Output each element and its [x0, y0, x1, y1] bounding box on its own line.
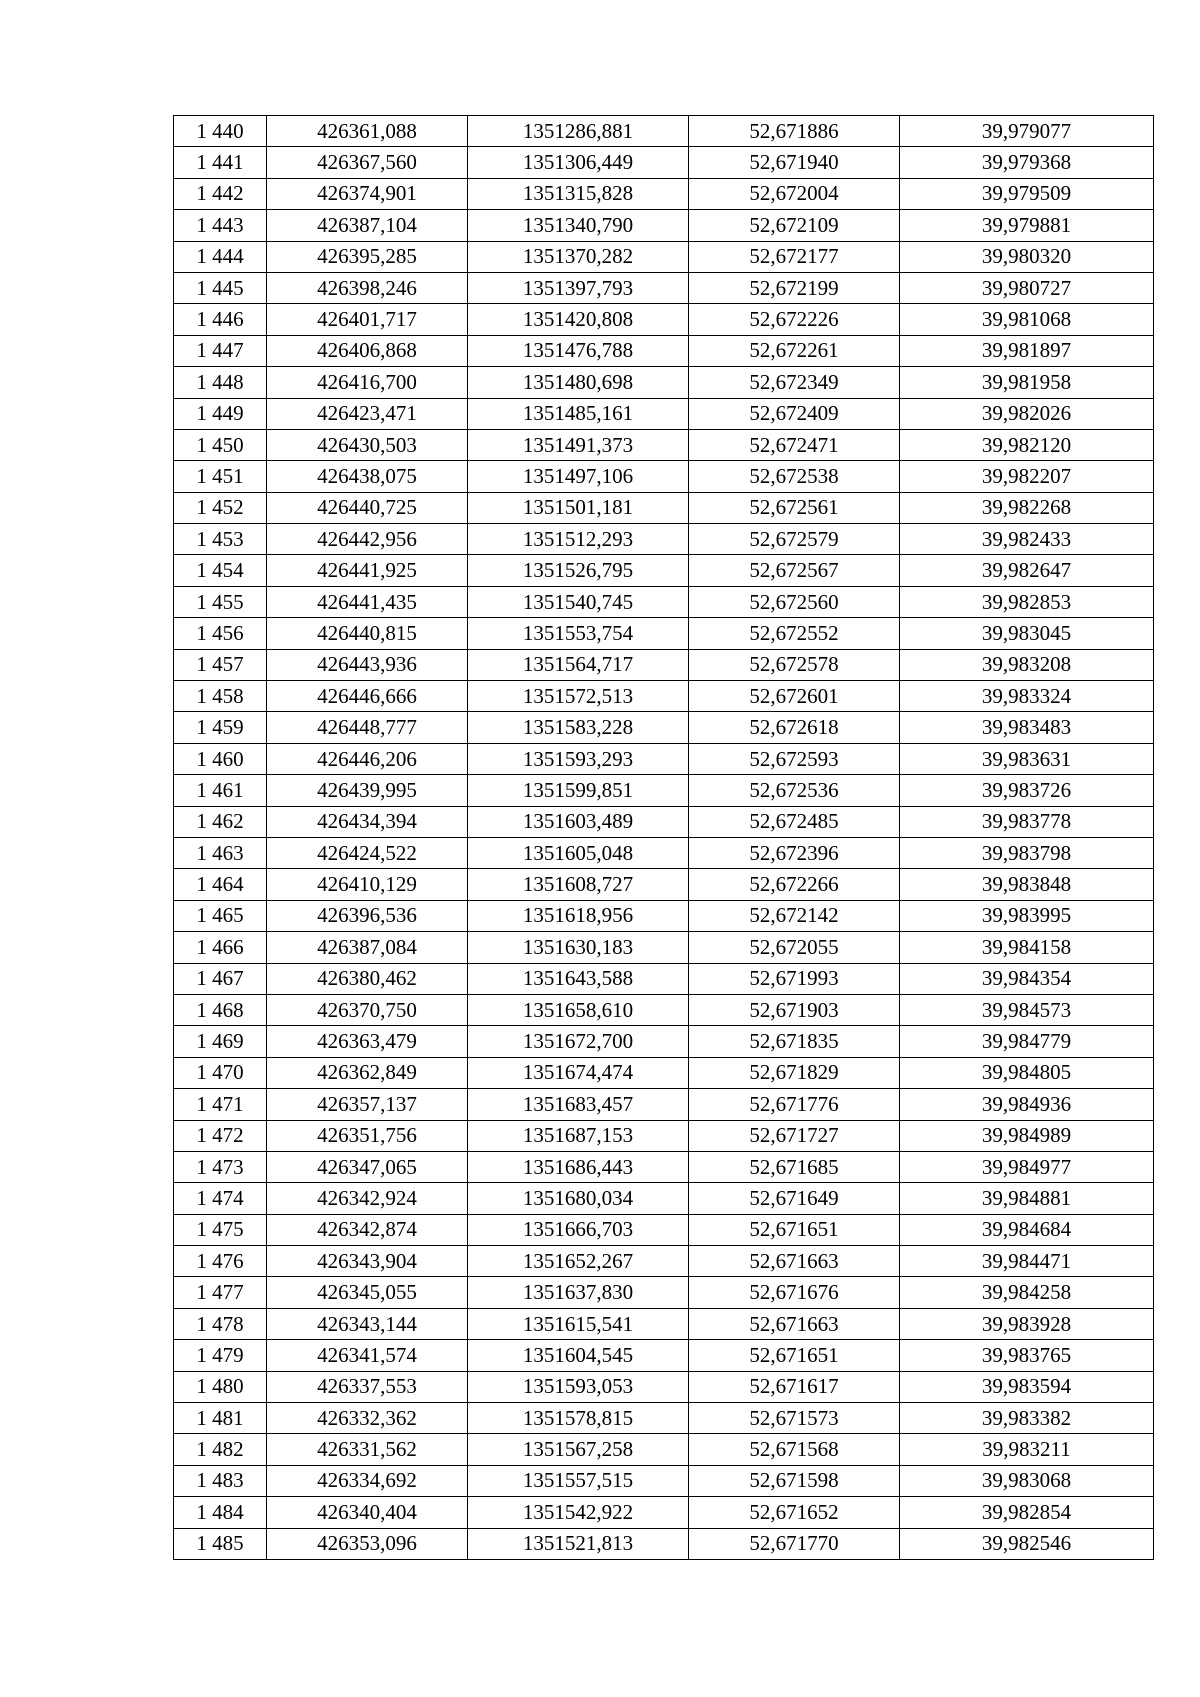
y-coordinate-cell: 1351564,717	[468, 649, 689, 680]
point-number-cell: 1 478	[174, 1308, 267, 1339]
table-row	[174, 116, 1154, 147]
longitude-cell: 39,984977	[900, 1151, 1154, 1182]
latitude-cell: 52,671993	[689, 963, 900, 994]
latitude-cell: 52,671886	[689, 116, 900, 147]
longitude-cell: 39,982433	[900, 524, 1154, 555]
table-row	[174, 210, 1154, 241]
x-coordinate-cell: 426353,096	[267, 1528, 468, 1559]
longitude-cell: 39,981958	[900, 367, 1154, 398]
point-number-cell: 1 457	[174, 649, 267, 680]
y-coordinate-cell: 1351491,373	[468, 429, 689, 460]
x-coordinate-cell: 426439,995	[267, 775, 468, 806]
latitude-cell: 52,672055	[689, 932, 900, 963]
x-coordinate-cell: 426374,901	[267, 178, 468, 209]
longitude-cell: 39,982120	[900, 429, 1154, 460]
longitude-cell: 39,984989	[900, 1120, 1154, 1151]
y-coordinate-cell: 1351672,700	[468, 1026, 689, 1057]
longitude-cell: 39,984684	[900, 1214, 1154, 1245]
x-coordinate-cell: 426401,717	[267, 304, 468, 335]
latitude-cell: 52,671663	[689, 1308, 900, 1339]
latitude-cell: 52,672471	[689, 429, 900, 460]
point-number-cell: 1 460	[174, 743, 267, 774]
y-coordinate-cell: 1351686,443	[468, 1151, 689, 1182]
table-row	[174, 492, 1154, 523]
point-number-cell: 1 459	[174, 712, 267, 743]
x-coordinate-cell: 426395,285	[267, 241, 468, 272]
latitude-cell: 52,671651	[689, 1214, 900, 1245]
point-number-cell: 1 482	[174, 1434, 267, 1465]
y-coordinate-cell: 1351370,282	[468, 241, 689, 272]
y-coordinate-cell: 1351680,034	[468, 1183, 689, 1214]
table-row	[174, 1340, 1154, 1371]
x-coordinate-cell: 426441,435	[267, 586, 468, 617]
table-row	[174, 963, 1154, 994]
y-coordinate-cell: 1351643,588	[468, 963, 689, 994]
point-number-cell: 1 442	[174, 178, 267, 209]
longitude-cell: 39,984258	[900, 1277, 1154, 1308]
latitude-cell: 52,672561	[689, 492, 900, 523]
latitude-cell: 52,672538	[689, 461, 900, 492]
longitude-cell: 39,979881	[900, 210, 1154, 241]
longitude-cell: 39,984881	[900, 1183, 1154, 1214]
latitude-cell: 52,671649	[689, 1183, 900, 1214]
table-row	[174, 618, 1154, 649]
table-row	[174, 398, 1154, 429]
x-coordinate-cell: 426396,536	[267, 900, 468, 931]
table-row	[174, 241, 1154, 272]
x-coordinate-cell: 426446,206	[267, 743, 468, 774]
y-coordinate-cell: 1351608,727	[468, 869, 689, 900]
x-coordinate-cell: 426423,471	[267, 398, 468, 429]
latitude-cell: 52,671598	[689, 1465, 900, 1496]
longitude-cell: 39,983765	[900, 1340, 1154, 1371]
latitude-cell: 52,672485	[689, 806, 900, 837]
y-coordinate-cell: 1351501,181	[468, 492, 689, 523]
longitude-cell: 39,984158	[900, 932, 1154, 963]
point-number-cell: 1 453	[174, 524, 267, 555]
latitude-cell: 52,671835	[689, 1026, 900, 1057]
table-row	[174, 900, 1154, 931]
point-number-cell: 1 476	[174, 1246, 267, 1277]
latitude-cell: 52,672409	[689, 398, 900, 429]
latitude-cell: 52,672142	[689, 900, 900, 931]
longitude-cell: 39,981068	[900, 304, 1154, 335]
y-coordinate-cell: 1351666,703	[468, 1214, 689, 1245]
y-coordinate-cell: 1351603,489	[468, 806, 689, 837]
table-row	[174, 1057, 1154, 1088]
x-coordinate-cell: 426334,692	[267, 1465, 468, 1496]
latitude-cell: 52,672601	[689, 681, 900, 712]
x-coordinate-cell: 426337,553	[267, 1371, 468, 1402]
x-coordinate-cell: 426347,065	[267, 1151, 468, 1182]
x-coordinate-cell: 426406,868	[267, 335, 468, 366]
longitude-cell: 39,983211	[900, 1434, 1154, 1465]
latitude-cell: 52,671652	[689, 1497, 900, 1528]
point-number-cell: 1 470	[174, 1057, 267, 1088]
table-row	[174, 869, 1154, 900]
table-row	[174, 586, 1154, 617]
latitude-cell: 52,671903	[689, 994, 900, 1025]
latitude-cell: 52,671651	[689, 1340, 900, 1371]
table-row	[174, 272, 1154, 303]
latitude-cell: 52,671776	[689, 1089, 900, 1120]
y-coordinate-cell: 1351397,793	[468, 272, 689, 303]
table-row	[174, 837, 1154, 868]
y-coordinate-cell: 1351420,808	[468, 304, 689, 335]
latitude-cell: 52,672567	[689, 555, 900, 586]
longitude-cell: 39,979509	[900, 178, 1154, 209]
latitude-cell: 52,672578	[689, 649, 900, 680]
longitude-cell: 39,983848	[900, 869, 1154, 900]
x-coordinate-cell: 426340,404	[267, 1497, 468, 1528]
longitude-cell: 39,984573	[900, 994, 1154, 1025]
longitude-cell: 39,984354	[900, 963, 1154, 994]
x-coordinate-cell: 426448,777	[267, 712, 468, 743]
x-coordinate-cell: 426416,700	[267, 367, 468, 398]
y-coordinate-cell: 1351674,474	[468, 1057, 689, 1088]
longitude-cell: 39,984936	[900, 1089, 1154, 1120]
point-number-cell: 1 473	[174, 1151, 267, 1182]
longitude-cell: 39,983995	[900, 900, 1154, 931]
table-row	[174, 1497, 1154, 1528]
latitude-cell: 52,671676	[689, 1277, 900, 1308]
longitude-cell: 39,984471	[900, 1246, 1154, 1277]
point-number-cell: 1 441	[174, 147, 267, 178]
x-coordinate-cell: 426343,144	[267, 1308, 468, 1339]
longitude-cell: 39,983045	[900, 618, 1154, 649]
table-row	[174, 1277, 1154, 1308]
latitude-cell: 52,672560	[689, 586, 900, 617]
latitude-cell: 52,672004	[689, 178, 900, 209]
longitude-cell: 39,983726	[900, 775, 1154, 806]
table-row	[174, 178, 1154, 209]
y-coordinate-cell: 1351572,513	[468, 681, 689, 712]
y-coordinate-cell: 1351599,851	[468, 775, 689, 806]
latitude-cell: 52,672349	[689, 367, 900, 398]
y-coordinate-cell: 1351286,881	[468, 116, 689, 147]
point-number-cell: 1 443	[174, 210, 267, 241]
table-row	[174, 1434, 1154, 1465]
longitude-cell: 39,979077	[900, 116, 1154, 147]
x-coordinate-cell: 426357,137	[267, 1089, 468, 1120]
table-row	[174, 1403, 1154, 1434]
x-coordinate-cell: 426440,815	[267, 618, 468, 649]
table-row	[174, 429, 1154, 460]
table-row	[174, 712, 1154, 743]
y-coordinate-cell: 1351683,457	[468, 1089, 689, 1120]
y-coordinate-cell: 1351497,106	[468, 461, 689, 492]
point-number-cell: 1 465	[174, 900, 267, 931]
x-coordinate-cell: 426410,129	[267, 869, 468, 900]
y-coordinate-cell: 1351615,541	[468, 1308, 689, 1339]
longitude-cell: 39,983928	[900, 1308, 1154, 1339]
table-row	[174, 775, 1154, 806]
table-row	[174, 681, 1154, 712]
x-coordinate-cell: 426438,075	[267, 461, 468, 492]
table-row	[174, 743, 1154, 774]
point-number-cell: 1 484	[174, 1497, 267, 1528]
longitude-cell: 39,981897	[900, 335, 1154, 366]
table-row	[174, 1151, 1154, 1182]
x-coordinate-cell: 426363,479	[267, 1026, 468, 1057]
x-coordinate-cell: 426342,924	[267, 1183, 468, 1214]
point-number-cell: 1 440	[174, 116, 267, 147]
x-coordinate-cell: 426367,560	[267, 147, 468, 178]
longitude-cell: 39,982268	[900, 492, 1154, 523]
x-coordinate-cell: 426331,562	[267, 1434, 468, 1465]
y-coordinate-cell: 1351618,956	[468, 900, 689, 931]
y-coordinate-cell: 1351557,515	[468, 1465, 689, 1496]
latitude-cell: 52,672226	[689, 304, 900, 335]
table-row	[174, 1371, 1154, 1402]
point-number-cell: 1 481	[174, 1403, 267, 1434]
x-coordinate-cell: 426343,904	[267, 1246, 468, 1277]
table-row	[174, 1183, 1154, 1214]
table-row	[174, 649, 1154, 680]
latitude-cell: 52,671770	[689, 1528, 900, 1559]
point-number-cell: 1 463	[174, 837, 267, 868]
point-number-cell: 1 450	[174, 429, 267, 460]
point-number-cell: 1 456	[174, 618, 267, 649]
point-number-cell: 1 483	[174, 1465, 267, 1496]
point-number-cell: 1 468	[174, 994, 267, 1025]
latitude-cell: 52,672536	[689, 775, 900, 806]
latitude-cell: 52,671940	[689, 147, 900, 178]
longitude-cell: 39,982647	[900, 555, 1154, 586]
latitude-cell: 52,671568	[689, 1434, 900, 1465]
table-row	[174, 1308, 1154, 1339]
point-number-cell: 1 469	[174, 1026, 267, 1057]
longitude-cell: 39,983778	[900, 806, 1154, 837]
y-coordinate-cell: 1351593,053	[468, 1371, 689, 1402]
point-number-cell: 1 449	[174, 398, 267, 429]
y-coordinate-cell: 1351315,828	[468, 178, 689, 209]
y-coordinate-cell: 1351652,267	[468, 1246, 689, 1277]
table-row	[174, 1465, 1154, 1496]
latitude-cell: 52,671727	[689, 1120, 900, 1151]
table-row	[174, 932, 1154, 963]
point-number-cell: 1 444	[174, 241, 267, 272]
x-coordinate-cell: 426387,084	[267, 932, 468, 963]
x-coordinate-cell: 426446,666	[267, 681, 468, 712]
y-coordinate-cell: 1351485,161	[468, 398, 689, 429]
table-row	[174, 1120, 1154, 1151]
table-row	[174, 304, 1154, 335]
longitude-cell: 39,983483	[900, 712, 1154, 743]
y-coordinate-cell: 1351593,293	[468, 743, 689, 774]
latitude-cell: 52,672579	[689, 524, 900, 555]
point-number-cell: 1 445	[174, 272, 267, 303]
table-row	[174, 1026, 1154, 1057]
x-coordinate-cell: 426398,246	[267, 272, 468, 303]
table-row	[174, 1246, 1154, 1277]
table-row	[174, 555, 1154, 586]
latitude-cell: 52,672618	[689, 712, 900, 743]
y-coordinate-cell: 1351340,790	[468, 210, 689, 241]
longitude-cell: 39,983594	[900, 1371, 1154, 1402]
point-number-cell: 1 447	[174, 335, 267, 366]
point-number-cell: 1 479	[174, 1340, 267, 1371]
table-row	[174, 1214, 1154, 1245]
point-number-cell: 1 475	[174, 1214, 267, 1245]
x-coordinate-cell: 426380,462	[267, 963, 468, 994]
x-coordinate-cell: 426430,503	[267, 429, 468, 460]
table-row	[174, 335, 1154, 366]
latitude-cell: 52,672199	[689, 272, 900, 303]
point-number-cell: 1 461	[174, 775, 267, 806]
x-coordinate-cell: 426351,756	[267, 1120, 468, 1151]
longitude-cell: 39,980320	[900, 241, 1154, 272]
x-coordinate-cell: 426345,055	[267, 1277, 468, 1308]
longitude-cell: 39,984805	[900, 1057, 1154, 1088]
point-number-cell: 1 466	[174, 932, 267, 963]
x-coordinate-cell: 426440,725	[267, 492, 468, 523]
point-number-cell: 1 458	[174, 681, 267, 712]
point-number-cell: 1 451	[174, 461, 267, 492]
longitude-cell: 39,984779	[900, 1026, 1154, 1057]
latitude-cell: 52,672177	[689, 241, 900, 272]
latitude-cell: 52,671663	[689, 1246, 900, 1277]
table-row	[174, 806, 1154, 837]
x-coordinate-cell: 426361,088	[267, 116, 468, 147]
longitude-cell: 39,983208	[900, 649, 1154, 680]
y-coordinate-cell: 1351630,183	[468, 932, 689, 963]
point-number-cell: 1 485	[174, 1528, 267, 1559]
x-coordinate-cell: 426434,394	[267, 806, 468, 837]
latitude-cell: 52,671685	[689, 1151, 900, 1182]
x-coordinate-cell: 426424,522	[267, 837, 468, 868]
x-coordinate-cell: 426442,956	[267, 524, 468, 555]
longitude-cell: 39,980727	[900, 272, 1154, 303]
longitude-cell: 39,983631	[900, 743, 1154, 774]
point-number-cell: 1 480	[174, 1371, 267, 1402]
latitude-cell: 52,672109	[689, 210, 900, 241]
longitude-cell: 39,982854	[900, 1497, 1154, 1528]
y-coordinate-cell: 1351480,698	[468, 367, 689, 398]
y-coordinate-cell: 1351540,745	[468, 586, 689, 617]
x-coordinate-cell: 426443,936	[267, 649, 468, 680]
table-row	[174, 994, 1154, 1025]
y-coordinate-cell: 1351604,545	[468, 1340, 689, 1371]
y-coordinate-cell: 1351476,788	[468, 335, 689, 366]
table-row	[174, 461, 1154, 492]
longitude-cell: 39,982546	[900, 1528, 1154, 1559]
longitude-cell: 39,983324	[900, 681, 1154, 712]
table-row	[174, 147, 1154, 178]
point-number-cell: 1 462	[174, 806, 267, 837]
point-number-cell: 1 474	[174, 1183, 267, 1214]
x-coordinate-cell: 426362,849	[267, 1057, 468, 1088]
x-coordinate-cell: 426370,750	[267, 994, 468, 1025]
coordinates-table	[173, 115, 1154, 1560]
latitude-cell: 52,672552	[689, 618, 900, 649]
table-row	[174, 367, 1154, 398]
coordinates-table-body	[174, 116, 1154, 1560]
latitude-cell: 52,672261	[689, 335, 900, 366]
latitude-cell: 52,671573	[689, 1403, 900, 1434]
table-row	[174, 1089, 1154, 1120]
longitude-cell: 39,982207	[900, 461, 1154, 492]
x-coordinate-cell: 426332,362	[267, 1403, 468, 1434]
longitude-cell: 39,983382	[900, 1403, 1154, 1434]
y-coordinate-cell: 1351687,153	[468, 1120, 689, 1151]
latitude-cell: 52,672593	[689, 743, 900, 774]
y-coordinate-cell: 1351567,258	[468, 1434, 689, 1465]
y-coordinate-cell: 1351583,228	[468, 712, 689, 743]
longitude-cell: 39,982853	[900, 586, 1154, 617]
latitude-cell: 52,672396	[689, 837, 900, 868]
latitude-cell: 52,671829	[689, 1057, 900, 1088]
latitude-cell: 52,671617	[689, 1371, 900, 1402]
y-coordinate-cell: 1351578,815	[468, 1403, 689, 1434]
point-number-cell: 1 446	[174, 304, 267, 335]
point-number-cell: 1 472	[174, 1120, 267, 1151]
point-number-cell: 1 448	[174, 367, 267, 398]
point-number-cell: 1 464	[174, 869, 267, 900]
longitude-cell: 39,983798	[900, 837, 1154, 868]
x-coordinate-cell: 426342,874	[267, 1214, 468, 1245]
x-coordinate-cell: 426387,104	[267, 210, 468, 241]
x-coordinate-cell: 426441,925	[267, 555, 468, 586]
point-number-cell: 1 471	[174, 1089, 267, 1120]
y-coordinate-cell: 1351658,610	[468, 994, 689, 1025]
y-coordinate-cell: 1351605,048	[468, 837, 689, 868]
y-coordinate-cell: 1351553,754	[468, 618, 689, 649]
longitude-cell: 39,983068	[900, 1465, 1154, 1496]
longitude-cell: 39,979368	[900, 147, 1154, 178]
y-coordinate-cell: 1351526,795	[468, 555, 689, 586]
latitude-cell: 52,672266	[689, 869, 900, 900]
y-coordinate-cell: 1351637,830	[468, 1277, 689, 1308]
point-number-cell: 1 477	[174, 1277, 267, 1308]
y-coordinate-cell: 1351306,449	[468, 147, 689, 178]
point-number-cell: 1 467	[174, 963, 267, 994]
point-number-cell: 1 452	[174, 492, 267, 523]
x-coordinate-cell: 426341,574	[267, 1340, 468, 1371]
y-coordinate-cell: 1351542,922	[468, 1497, 689, 1528]
y-coordinate-cell: 1351512,293	[468, 524, 689, 555]
longitude-cell: 39,982026	[900, 398, 1154, 429]
point-number-cell: 1 454	[174, 555, 267, 586]
point-number-cell: 1 455	[174, 586, 267, 617]
table-row	[174, 1528, 1154, 1559]
table-row	[174, 524, 1154, 555]
y-coordinate-cell: 1351521,813	[468, 1528, 689, 1559]
